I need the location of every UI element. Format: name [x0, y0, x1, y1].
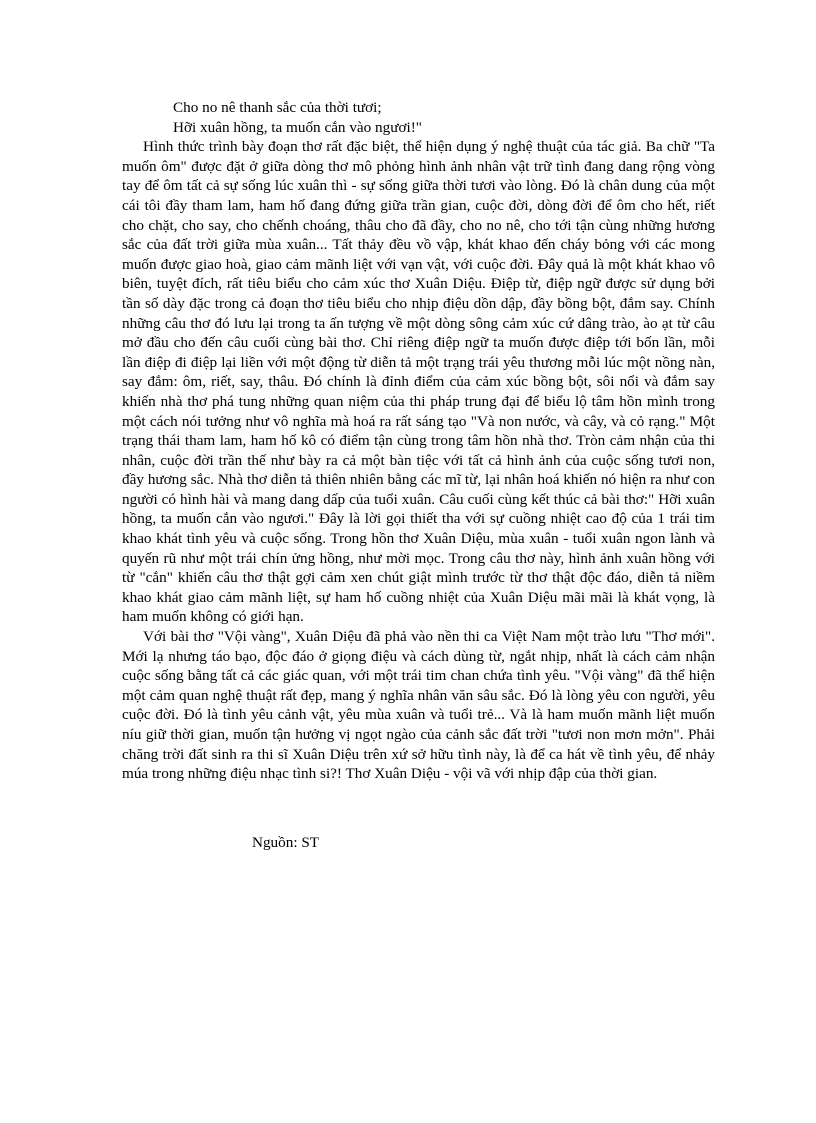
document-body	[122, 98, 715, 784]
verse-line: Cho no nê thanh sắc của thời tươi;	[173, 99, 382, 116]
body-paragraph: Hình thức trình bày đoạn thơ rất đặc biệt, thể hiện dụng ý nghệ thuật của tác giả. Ba chữ "Ta muốn ôm" được đặt ở giữa dòng thơ mô phỏng hình ảnh nhân vật trữ tình đang dang rộng vòng tay để ôm tất cả sự sống lúc xuân thì - sự sống giữa thời tươi vào lòng. Đó là chân dung của một cái tôi đầy tham lam, ham hố đang đứng giữa trần gian, cuộc đời, dòng đời để ôm cho hết, riết cho chặt, cho say, cho chếnh choáng, thâu cho đã đầy, cho no nê, cho tới tận cùng những hương sắc của đất trời giữa mùa xuân... Tất thảy đều vồ vập, khát khao đến cháy bỏng với các mong muốn được giao hoà, giao cảm mãnh liệt với vạn vật, với cuộc đời. Đây quả là một khát khao vô biên, tuyệt đích, rất tiêu biểu cho cảm xúc thơ Xuân Diệu. Điệp từ, điệp ngữ được sử dụng bởi tần số dày đặc trong cả đoạn thơ tiêu biểu cho nhịp điệu dồn dập, đầy bồng bột, đắm say. Chính những câu thơ đó lưu lại trong ta ấn tượng về một dòng sông cảm xúc cứ dâng trào, ào ạt từ câu mở đầu cho đến câu cuối cùng bài thơ. Chỉ riêng điệp ngữ ta muốn được điệp tới bốn lần, mỗi lần điệp đi điệp lại liền với một động từ diễn tả một trạng trái yêu thương mỗi lúc một nồng nàn, say đắm: ôm, riết, say, thâu. Đó chính là đỉnh điểm của cảm xúc bồng bột, sôi nổi và đắm say khiến nhà thơ phá tung những quan niệm của thi pháp trung đại để biểu lộ tâm hồn mình trong một cách nói tưởng như vô nghĩa mà hoá ra rất sáng tạo "Và non nước, và cây, và cỏ rạng." Một trạng thái tham lam, ham hố kô có điểm tận cùng trong tâm hồn nhà thơ. Tròn cảm nhận của thi nhân, cuộc đời trần thế như bày ra cả một bàn tiệc với tất cả hình ảnh của cuộc sống tươi non, đầy hương sắc. Nhà thơ diễn tả thiên nhiên bằng các mĩ từ, lại nhân hoá khiến nó hiện ra như con người có hình hài và mang dang dấp của tuổi xuân. Câu cuối cùng kết thúc cả bài thơ:" Hỡi xuân hồng, ta muốn cắn vào ngươi." Đây là lời gọi thiết tha với sự cuồng nhiệt cao độ của 1 trái tim khao khát tình yêu và cuộc sống. Trong hồn thơ Xuân Diệu, mùa xuân - tuổi xuân ngon lành và quyến rũ như một trái chín ửng hồng, như mời mọc. Trong câu thơ này, hình ảnh xuân hồng với từ "cắn" khiến câu thơ thật gợi cảm xen chút giật mình trước từ thơ thật độc đáo, diễn tả niềm khao khát giao cảm mãnh liệt, sự ham hố cuồng nhiệt của Xuân Diệu mãi mãi là khát vọng, là ham muốn không có giới hạn.	[122, 138, 715, 626]
source-attribution: Nguồn: ST	[252, 834, 320, 851]
body-paragraph: Với bài thơ "Vội vàng", Xuân Diệu đã phả vào nền thi ca Việt Nam một trào lưu "Thơ mới". Mới lạ nhưng táo bạo, độc đáo ở giọng điệu và cách dùng từ, ngắt nhịp, nhất là cách cảm nhận cuộc sống bằng tất cả các giác quan, với một trái tim chan chứa tình yêu. "Vội vàng" đã thể hiện một cảm quan nghệ thuật rất đẹp, mang ý nghĩa nhân văn sâu sắc. Đó là lòng yêu con người, yêu cuộc đời. Đó là tình yêu cảnh vật, yêu mùa xuân và tuổi trẻ... Và là ham muốn mãnh liệt muốn níu giữ thời gian, muốn tận hưởng vị ngọt ngào của cảnh sắc đất trời "tươi non mơn mởn". Phải chăng trời đất sinh ra thi sĩ Xuân Diệu trên xứ sở hữu tình này, là để ca hát về tình yêu, để nhảy múa trong những điệu nhạc tình si?! Thơ Xuân Diệu - vội vã với nhịp đập của thời gian.	[122, 628, 715, 783]
verse-line: Hỡi xuân hồng, ta muốn cắn vào ngươi!"	[173, 118, 422, 136]
